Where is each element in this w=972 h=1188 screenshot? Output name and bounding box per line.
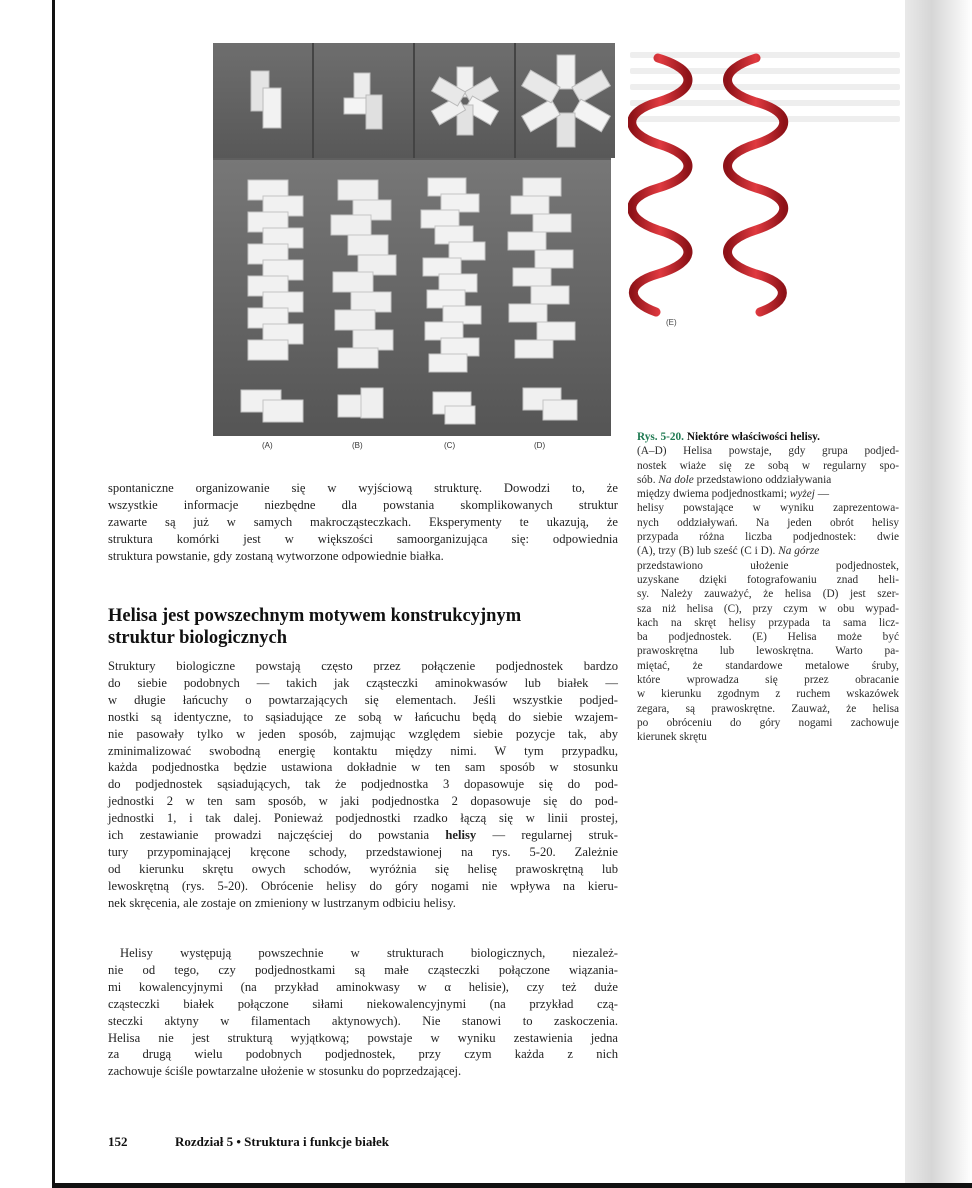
intro-paragraph: [108, 480, 618, 565]
caption-line: miętać, że standardowe metalowe śruby,: [637, 659, 899, 672]
text-line: zminimalizować swobodną energię kontaktu między nimi. W tym przypadku,: [108, 743, 618, 758]
top-view-d: [516, 43, 615, 158]
chapter-running-title: Rozdział 5 • Struktura i funkcje białek: [175, 1134, 390, 1149]
caption-line: helisy powstające w wyniku zaprezentowa-: [637, 502, 899, 515]
figure-caption: [637, 430, 899, 745]
caption-line: przypada różna liczba podjednostek: dwie: [637, 531, 899, 544]
text-line: nostki są identyczne, to sąsiadujące ze sobą w łańcuchu będą do siebie wzajem-: [108, 709, 618, 724]
text-line: każda podjednostka będzie ustawiona dokładnie w ten sam sposób w stosunku: [108, 760, 618, 775]
caption-line: sy. Należy zauważyć, że helisa (D) jest szer-: [637, 588, 899, 601]
text-line: ich zestawianie prowadzi najczęściej do powstania helisy — regularnej struk-: [108, 828, 618, 843]
text-line: struktura komórki jest w większości samoorganizująca się: odpowiednia: [108, 531, 618, 546]
text-line: zachowuje ściśle powtarzalne ułożenie w stosunku do poprzedzającej.: [108, 1064, 462, 1079]
text-line: nek skręcenia, ale zostaje on zmieniony w lustrzanym odbiciu helisy.: [108, 895, 456, 910]
panel-label-a: (A): [262, 441, 273, 450]
text-line: cząsteczki białek połączone siłami niekowalencyjnymi (na przykład czą-: [108, 996, 618, 1011]
facing-page-shadow: [905, 0, 972, 1188]
text-line: steczki aktyny w filamentach aktynowych). Nie stanowi to zaskoczenia.: [108, 1013, 618, 1028]
top-view-c: [415, 43, 516, 158]
panel-label-d: (D): [534, 441, 546, 450]
text-line: mi kowalencyjnymi (na przykład aminokwasy w α helisie), czy też duże: [108, 979, 618, 994]
top-view-a: [213, 43, 314, 158]
text-line: nie od tego, czy podjednostkami są małe cząsteczki połączone wiązania-: [108, 962, 618, 977]
section-heading: [108, 605, 628, 649]
caption-line: prawoskrętna lub lewoskrętna. Warto pa-: [637, 645, 899, 658]
caption-number: Rys. 5-20.: [637, 431, 684, 443]
heading-line: Helisa jest powszechnym motywem konstrukcyjnym: [108, 606, 522, 626]
text-line: lewoskrętną (rys. 5-20). Obrócenie helisy do góry nogami nie wpływa na kieru-: [108, 878, 618, 893]
left-handed-helix: [728, 58, 784, 312]
side-view-row: [213, 160, 611, 436]
text-line: Struktury biologiczne powstają często przez połączenie podjednostek bardzo: [108, 659, 618, 673]
helix-stack-b: [331, 180, 396, 418]
caption-line: po obróceniu do góry nogami zachowuje: [637, 716, 899, 729]
text-line: od kierunku skrętu owych schodów, wyróżnia się helisę prawoskrętną lub: [108, 861, 618, 876]
caption-line: kach na skręt helisy przypada ta sama licz-: [637, 616, 899, 629]
page-number: 152: [108, 1134, 128, 1149]
text-line: wszystkie informacje niezbędne dla powstania skomplikowanych struktur: [108, 497, 618, 512]
caption-line: między dwiema podjednostkami; wyżej —: [637, 488, 830, 501]
helix-stack-d: [508, 178, 577, 420]
text-line: Helisy występują powszechnie w strukturach biologicznych, niezależ-: [120, 946, 618, 960]
scan-bottom-edge: [52, 1183, 972, 1188]
text-line: Helisa nie jest strukturą wyjątkową; powstaje w wyniku zestawienia jedna: [108, 1030, 618, 1045]
text-line: spontaniczne organizowanie się w wyjściową strukturę. Dowodzi to, że: [108, 481, 618, 495]
top-view-b: [314, 43, 415, 158]
caption-line: sób. Na dole przedstawiono oddziaływania: [637, 473, 832, 486]
term-helisy: helisy: [445, 828, 477, 843]
caption-line: kierunek skrętu: [637, 731, 707, 744]
top-view-row: [213, 43, 611, 158]
caption-line: które wprowadza się przez obracanie: [637, 674, 899, 687]
caption-line: uzyskane dzięki fotografowaniu znad heli-: [637, 573, 899, 586]
text-line: do siebie podobnych — takich jak cząsteczki aminokwasów lub białek —: [108, 675, 618, 690]
paragraph-helix-occurrence: [108, 945, 618, 1080]
caption-line: sza niż helisa (C), przy czym w obu wypad-: [637, 602, 899, 615]
panel-label-b: (B): [352, 441, 363, 450]
caption-line: ba podjednostek. (E) Helisa może być: [637, 631, 899, 644]
ribbon-helix-figure: [628, 50, 798, 320]
text-line: struktura powstanie, gdy zostaną wytworzone odpowiednie białka.: [108, 548, 444, 563]
text-line: do podjednostek sąsiadujących, tak że podjednostka 3 dopasowuje się do pod-: [108, 777, 618, 792]
caption-line: (A), trzy (B) lub sześć (C i D). Na górze: [637, 545, 820, 558]
caption-line: nych oddziaływań. Na jeden obrót helisy: [637, 516, 899, 529]
text-line: jednostki 1, i tak dalej. Ponieważ podjednostki rzadko łączą się w linii prostej,: [108, 811, 618, 826]
panel-label-e: (E): [666, 318, 677, 327]
right-handed-helix: [632, 58, 688, 312]
helix-photo-figure: [213, 43, 611, 436]
text-line: tury przypominającej kręcone schody, przedstawionej na rys. 5-20. Zależnie: [108, 844, 618, 859]
panel-label-c: (C): [444, 441, 456, 450]
caption-line: przedstawiono ułożenie podjednostek,: [637, 559, 899, 572]
scan-left-edge: [52, 0, 55, 1188]
caption-line: nostek wiaże się ze sobą w regularny spo-: [637, 459, 899, 472]
text-line: za drugą wielu podobnych podjednostek, przy czym każda z nich: [108, 1047, 618, 1062]
caption-heading: [637, 430, 899, 444]
caption-line: (A–D) Helisa powstaje, gdy grupa podjed-: [637, 445, 899, 458]
text-line: jednostki 2 w ten sam sposób, w jaki podjednostka 2 dopasowuje się do pod-: [108, 794, 618, 809]
caption-line: zegara, są prawoskrętne. Zauważ, że helisa: [637, 702, 899, 715]
helix-stack-a: [241, 180, 303, 422]
heading-line: struktur biologicznych: [108, 628, 288, 648]
paragraph-helix-definition: [108, 658, 618, 912]
helix-stack-c: [421, 178, 485, 424]
text-line: nie pasowały tylko w jeden sposób, zajmując względem siebie pozycje tak, aby: [108, 726, 618, 741]
caption-title: Niektóre właściwości helisy.: [686, 431, 820, 443]
caption-line: w kierunku zgodnym z ruchem wskazówek: [637, 688, 899, 701]
text-line: w długie łańcuchy o powtarzających się elementach. Jeśli wszystkie podjed-: [108, 692, 618, 707]
text-line: zawarte są już w samych makrocząsteczkach. Eksperymenty te ukazują, że: [108, 514, 618, 529]
